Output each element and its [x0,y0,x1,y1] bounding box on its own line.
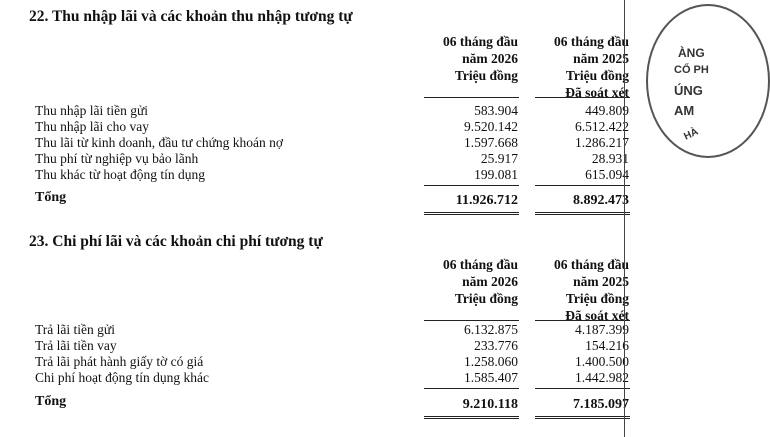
table-cell-2026: 1.258.060 [464,354,518,369]
col-2025-header [554,256,629,324]
col-2025-subtotal-rule [535,388,630,389]
table-row-label: Trả lãi tiền gửi [35,322,115,337]
col-2025-top-rule [535,320,630,321]
total-2026: 9.210.118 [462,397,518,412]
vertical-scan-line [624,0,625,437]
table-cell-2026: 25.917 [480,151,518,166]
col-2026-subtotal-rule [424,185,519,186]
col-2026-total-rule [424,212,519,215]
table-cell-2025: 4.187.399 [575,322,629,337]
table-cell-2025: 615.094 [585,167,629,182]
seal-text: ÀNG [678,46,705,60]
section-23-title: 23. Chi phí lãi và các khoản chi phí tương tự [29,233,323,250]
col-2026-line-2: năm 2026 [462,274,518,289]
table-cell-2025: 28.931 [591,151,629,166]
total-2025: 7.185.097 [573,397,629,412]
table-row-label: Trả lãi tiền vay [35,338,117,353]
col-2025-total-rule [535,416,630,419]
table-cell-2026: 583.904 [474,103,518,118]
seal-text: ÚNG [674,83,703,98]
table-row-label: Thu lãi từ kinh doanh, đầu tư chứng khoán nợ [35,135,284,150]
col-2025-line-2: năm 2025 [573,274,629,289]
total-2025: 8.892.473 [573,193,629,208]
col-2025-top-rule [535,97,630,98]
seal-text: HÀ [682,126,701,143]
table-cell-2026: 199.081 [474,167,518,182]
col-2025-line-3: Triệu đồng [565,291,629,306]
col-2025-line-4: Đã soát xét [565,85,629,100]
col-2025-line-1: 06 tháng đầu [553,34,629,49]
seal-text: CỔ PH [674,64,709,76]
col-2025-line-3: Triệu đồng [565,68,629,83]
col-2026-line-1: 06 tháng đầu [442,257,518,272]
col-2026-line-3: Triệu đồng [454,68,518,83]
col-2025-subtotal-rule [535,185,630,186]
table-cell-2025: 1.442.982 [575,370,629,385]
col-2026-subtotal-rule [424,388,519,389]
table-row-label: Trả lãi phát hành giấy tờ có giá [35,354,204,369]
table-cell-2025: 449.809 [585,103,629,118]
table-cell-2025: 6.512.422 [575,119,629,134]
table-cell-2025: 1.400.500 [575,354,629,369]
seal-text: AM [674,103,695,118]
col-2026-top-rule [424,320,519,321]
col-2025-header [554,33,629,101]
table-cell-2026: 6.132.875 [464,322,518,337]
table-row-label: Thu phí từ nghiệp vụ bảo lãnh [35,151,199,166]
total-label: Tổng [35,190,67,205]
col-2025-line-2: năm 2025 [573,51,629,66]
table-cell-2026: 1.585.407 [464,370,518,385]
table-row-label: Chi phí hoạt động tín dụng khác [35,370,209,385]
table-row-label: Thu nhập lãi cho vay [35,119,149,134]
section-22-title: 22. Thu nhập lãi và các khoản thu nhập tương tự [29,8,353,25]
col-2026-total-rule [424,416,519,419]
col-2026-line-1: 06 tháng đầu [442,34,518,49]
col-2026-header [443,256,518,307]
col-2026-line-3: Triệu đồng [454,291,518,306]
table-cell-2026: 9.520.142 [464,119,518,134]
table-row-label: Thu nhập lãi tiền gửi [35,103,149,118]
col-2026-line-2: năm 2026 [462,51,518,66]
table-cell-2026: 233.776 [474,338,518,353]
total-2026: 11.926.712 [455,193,518,208]
table-cell-2025: 154.216 [585,338,629,353]
table-cell-2026: 1.597.668 [464,135,518,150]
table-cell-2025: 1.286.217 [575,135,629,150]
total-label: Tổng [35,394,67,409]
col-2026-header [443,33,518,84]
col-2025-line-4: Đã soát xét [565,308,629,323]
col-2025-line-1: 06 tháng đầu [553,257,629,272]
col-2026-top-rule [424,97,519,98]
table-row-label: Thu khác từ hoạt động tín dụng [35,167,206,182]
company-seal-icon [646,4,770,158]
col-2025-total-rule [535,212,630,215]
